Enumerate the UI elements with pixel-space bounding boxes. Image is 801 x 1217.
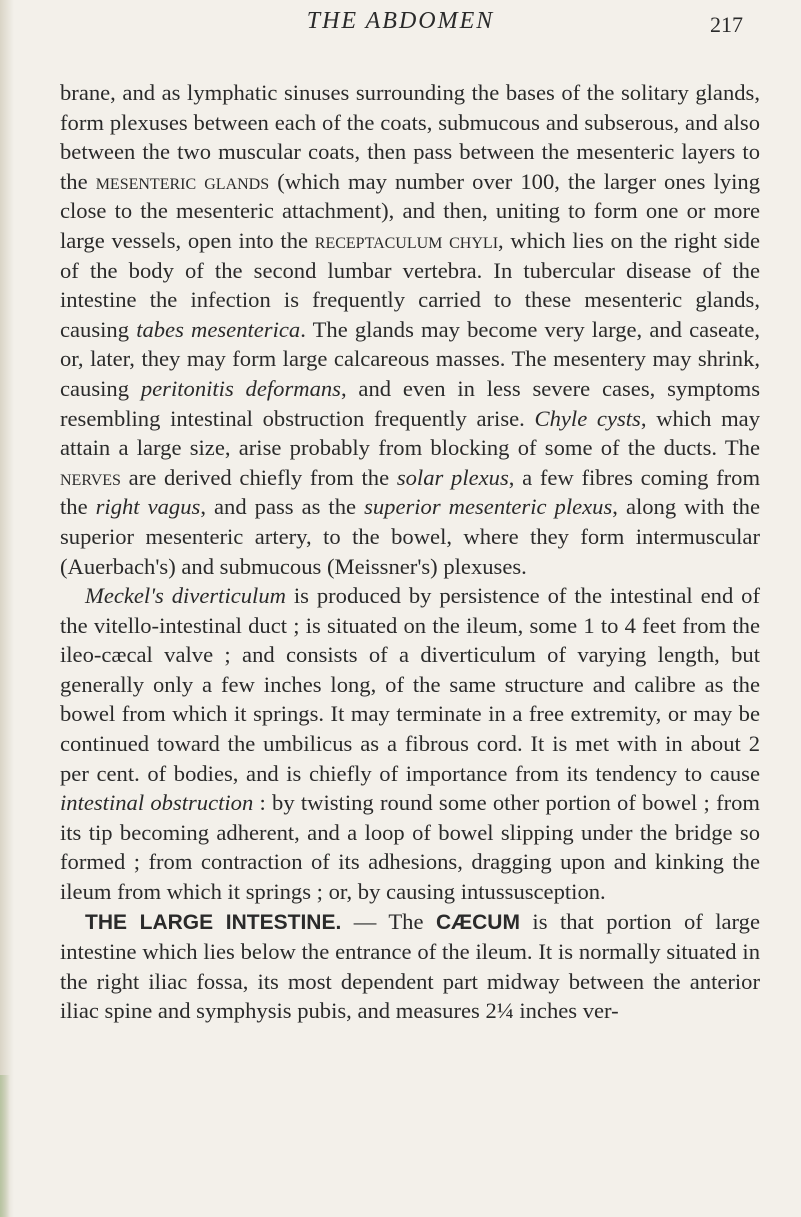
text-run: is produced by persistence of the intestinal end of the vitello-intestinal duct ; is situated on the ileum, some 1 to 4 feet from the ileo-cæcal valve ; and consists of a diverticulum of varying length, but generally only a few inches long, of the same structure and calibre as the bowel from which it springs. It may terminate in a free extremity, or may be continued toward the umbilicus as a fibrous cord. It is met with in about 2 per cent. of bodies, and is chiefly of importance from its tendency to cause xyxy=(60,583,760,786)
paragraph xyxy=(60,907,760,1026)
paragraph xyxy=(60,581,760,907)
italic-term: Chyle cysts xyxy=(534,405,641,431)
italic-term: superior mesenteric plexus xyxy=(364,494,613,520)
page-header xyxy=(0,6,801,40)
text-run: — The xyxy=(341,908,436,934)
italic-term: intestinal obstruction xyxy=(60,790,254,816)
italic-term: Meckel's diverticulum xyxy=(85,583,286,609)
page-edge-stain xyxy=(0,1075,10,1217)
text-run: : by twisting round some other portion of bowel ; from its tip becoming adherent, and a loop of bowel slipping under the bridge so formed ; from contraction of its adhesions, dragging upon and kinking the ileum from which it springs ; or, by causing intussusception. xyxy=(60,790,760,905)
italic-term: peritonitis deformans xyxy=(140,375,341,401)
text-run: , which may attain a large size, arise probably from blocking of some of the ducts. The xyxy=(60,405,760,461)
smallcaps-term: receptaculum chyli xyxy=(314,227,499,253)
text-run: , and pass as the xyxy=(200,494,365,520)
running-title: THE ABDOMEN xyxy=(306,8,495,34)
text-run: . The glands may become very large, and caseate, or, later, they may form large calcareous masses. The mesentery may shrink, causing xyxy=(60,316,760,401)
italic-term: solar plexus xyxy=(396,464,509,490)
text-run: , and even in less severe cases, symptoms resembling intestinal obstruction frequently arise. xyxy=(60,375,760,431)
italic-term: right vagus xyxy=(95,494,201,520)
italic-term: tabes mesenterica xyxy=(136,316,301,342)
page-number: 217 xyxy=(710,12,743,37)
paragraph xyxy=(60,78,760,581)
section-heading: THE LARGE INTESTINE. xyxy=(85,910,342,934)
text-run: is that portion of large intestine which lies below the entrance of the ileum. It is normally situated in the right iliac fossa, its most dependent part midway between the anterior iliac spine and symphysis pubis, and measures 2¼ inches ver- xyxy=(60,908,761,1024)
page-gutter-shadow xyxy=(0,0,14,1217)
text-run: (which may number over 100, the larger ones lying close to the mesenteric attachment), and then, uniting to form one or more large vessels, open into the xyxy=(60,168,760,253)
smallcaps-term: nerves xyxy=(60,464,121,490)
text-run: are derived chiefly from the xyxy=(120,464,397,490)
text-run: brane, and as lymphatic sinuses surrounding the bases of the solitary glands, form plexuses between each of the coats, submucous and subserous, and also between the two muscular coats, then pass between the mesenteric layers to the xyxy=(60,80,760,194)
text-run: , along with the superior mesenteric artery, to the bowel, where they form intermuscular (Auerbach's) and submucous (Meissner's) plexuses. xyxy=(60,494,760,579)
smallcaps-term: mesenteric glands xyxy=(95,168,270,194)
text-run: , a few fibres coming from the xyxy=(60,464,761,520)
body-text xyxy=(60,78,760,1026)
section-heading: CÆCUM xyxy=(435,910,520,934)
text-run: , which lies on the right side of the body of the second lumbar vertebra. In tubercular disease of the intestine the infection is frequently carried to these mesenteric glands, causing xyxy=(60,227,760,342)
